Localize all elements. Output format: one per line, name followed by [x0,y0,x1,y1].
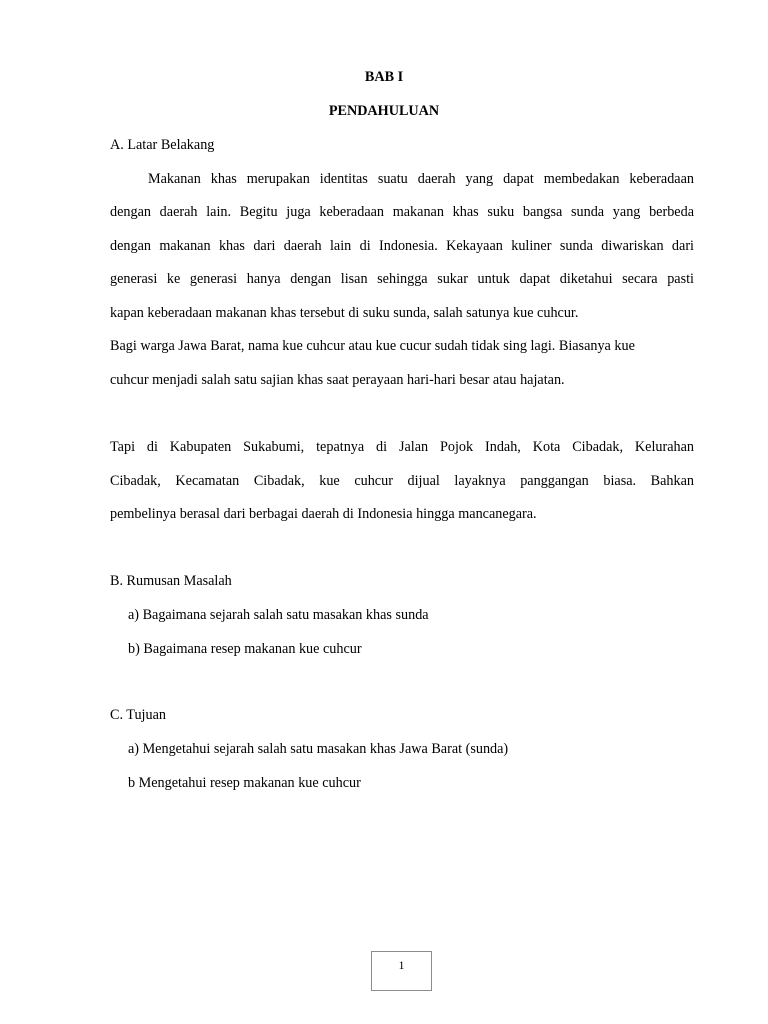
paragraph-line: dengan daerah lain. Begitu juga keberadaan makanan khas suku bangsa sunda yang berbeda [110,204,694,220]
paragraph-line: dengan makanan khas dari daerah lain di Indonesia. Kekayaan kuliner sunda diwariskan dari [110,238,694,254]
list-item: a) Bagaimana sejarah salah satu masakan khas sunda [128,607,429,623]
section-a-heading: A. Latar Belakang [110,137,215,153]
list-item: b) Bagaimana resep makanan kue cuhcur [128,641,362,657]
page-number: 1 [398,958,405,972]
paragraph-line: pembelinya berasal dari berbagai daerah di Indonesia hingga mancanegara. [110,506,537,522]
page-number-box [371,951,432,991]
list-item: b Mengetahui resep makanan kue cuhcur [128,775,361,791]
list-item: a) Mengetahui sejarah salah satu masakan khas Jawa Barat (sunda) [128,741,509,757]
chapter-label: BAB I [364,69,404,85]
section-b-heading: B. Rumusan Masalah [110,573,232,589]
section-c-heading: C. Tujuan [110,707,166,723]
paragraph-line: Cibadak, Kecamatan Cibadak, kue cuhcur dijual layaknya panggangan biasa. Bahkan [110,473,694,489]
paragraph-line: Makanan khas merupakan identitas suatu daerah yang dapat membedakan keberadaan [148,171,694,187]
paragraph-line: Bagi warga Jawa Barat, nama kue cuhcur atau kue cucur sudah tidak sing lagi. Biasanya kue [110,338,635,354]
chapter-title: PENDAHULUAN [328,103,440,119]
paragraph-line: cuhcur menjadi salah satu sajian khas saat perayaan hari-hari besar atau hajatan. [110,372,565,388]
paragraph-line: Tapi di Kabupaten Sukabumi, tepatnya di Jalan Pojok Indah, Kota Cibadak, Kelurahan [110,439,694,455]
paragraph-line: kapan keberadaan makanan khas tersebut di suku sunda, salah satunya kue cuhcur. [110,305,579,321]
paragraph-line: generasi ke generasi hanya dengan lisan sehingga sukar untuk dapat diketahui secara pasti [110,271,694,287]
